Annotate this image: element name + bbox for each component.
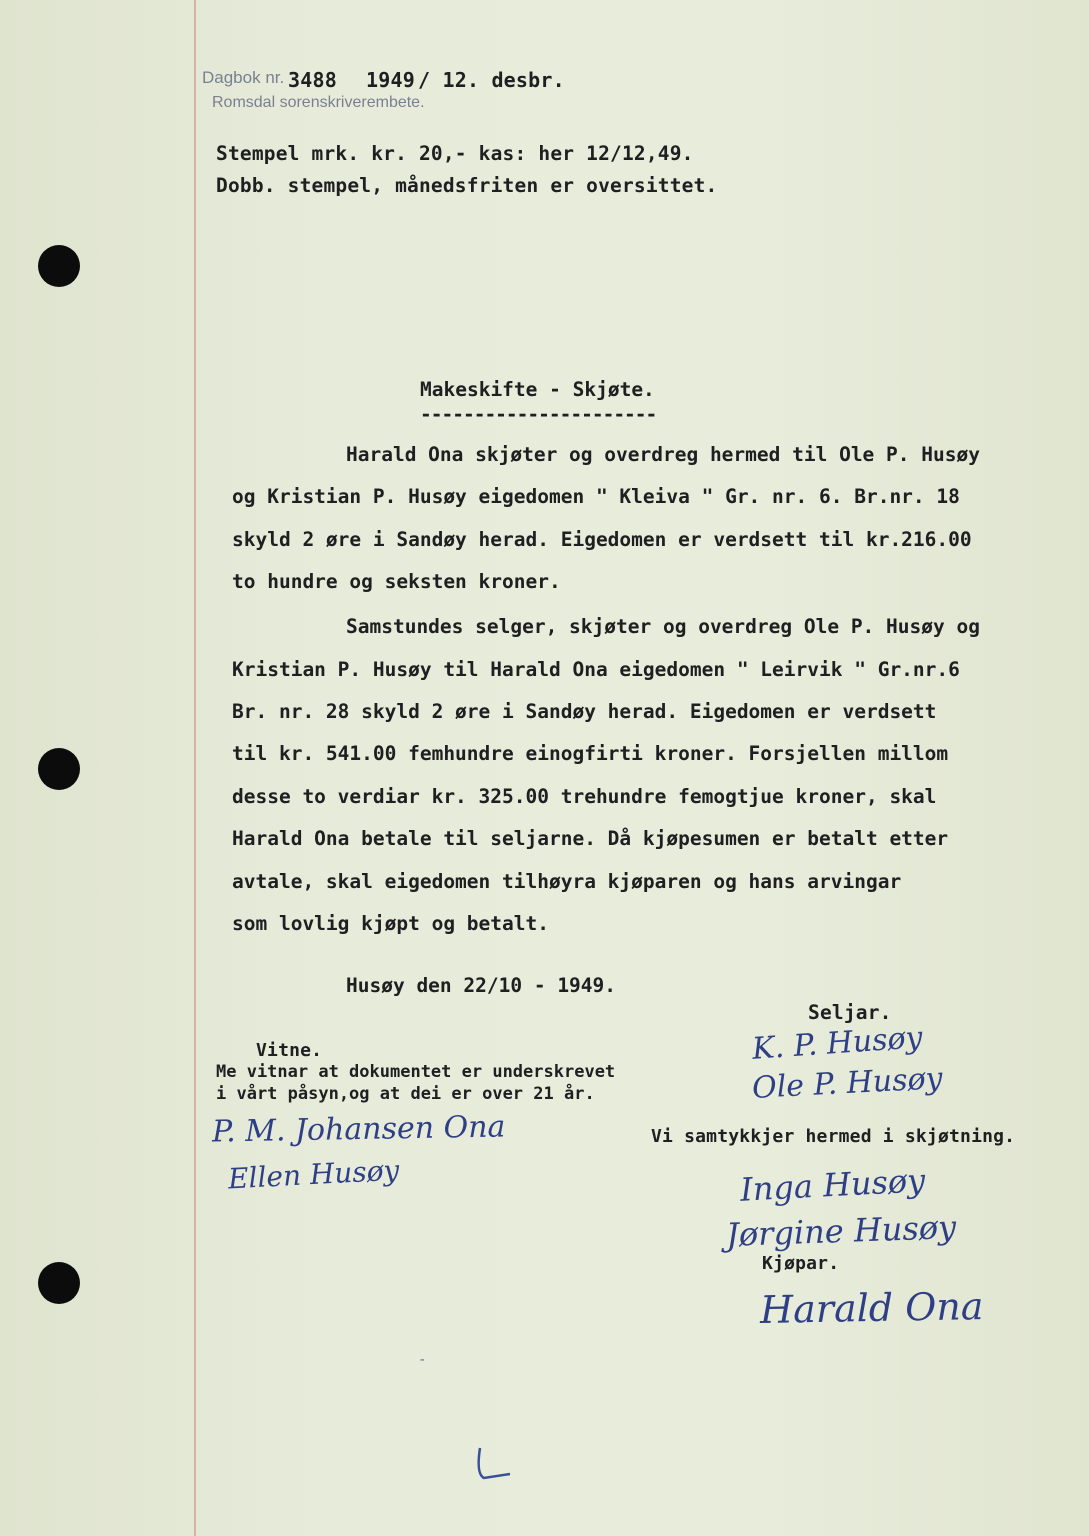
paragraph-2-line-4: til kr. 541.00 femhundre einogfirti kroner. Forsjellen millom [232,742,949,765]
witness-text-2: i vårt påsyn,og at dei er over 21 år. [216,1084,595,1104]
dagbok-date: / 12. desbr. [418,68,565,92]
paragraph-2-line-7: avtale, skal eigedomen tilhøyra kjøparen og hans arvingar [232,870,902,893]
office-stamp: Romsdal sorenskriverembete. [212,94,425,111]
punch-hole-bottom [38,1262,80,1304]
seller-signature-1: K. P. Husøy [750,1020,924,1067]
consent-signature-1: Inga Husøy [739,1161,927,1209]
paragraph-2-line-6: Harald Ona betale til seljarne. Då kjøpesumen er betalt etter [232,827,949,850]
witness-signature-2: Ellen Husøy [227,1153,401,1196]
paragraph-2-line-3: Br. nr. 28 skyld 2 øre i Sandøy herad. Eigedomen er verdsett [232,700,937,723]
witness-text-1: Me vitnar at dokumentet er underskrevet [216,1062,616,1082]
paragraph-1-line-1: Harald Ona skjøter og overdreg hermed til Ole P. Husøy [346,443,980,466]
witness-signature-1: P. M. Johansen Ona [211,1109,506,1150]
seller-label: Seljar. [808,1001,892,1024]
stray-ink-stroke [474,1444,514,1484]
place-date: Husøy den 22/10 - 1949. [346,974,617,997]
paragraph-1-line-2: og Kristian P. Husøy eigedomen " Kleiva " Gr. nr. 6. Br.nr. 18 [232,485,960,508]
witness-label: Vitne. [256,1040,323,1061]
buyer-label: Kjøpar. [762,1253,840,1274]
punch-hole-middle [38,748,80,790]
punch-hole-top [38,245,80,287]
stamp-note-1: Stempel mrk. kr. 20,- kas: her 12/12,49. [216,142,694,165]
paragraph-2-line-5: desse to verdiar kr. 325.00 trehundre femogtjue kroner, skal [232,785,937,808]
stamp-note-2: Dobb. stempel, månedsfriten er oversittet. [216,174,718,197]
document-title: Makeskifte - Skjøte. [420,378,655,401]
paragraph-2-line-1: Samstundes selger, skjøter og overdreg Ole P. Husøy og [346,615,980,638]
dagbok-number: 3488 [288,68,337,92]
paragraph-2-line-2: Kristian P. Husøy til Harald Ona eigedomen " Leirvik " Gr.nr.6 [232,658,960,681]
paragraph-1-line-4: to hundre og seksten kroner. [232,570,561,593]
stray-mark: - [418,1352,427,1368]
consent-signature-2: Jørgine Husøy [725,1207,957,1255]
title-underline: ---------------------- [420,403,657,426]
buyer-signature: Harald Ona [759,1284,984,1332]
dagbok-year: 1949 [366,68,415,92]
seller-signature-2: Ole P. Husøy [751,1061,944,1106]
paragraph-2-line-8: som lovlig kjøpt og betalt. [232,912,549,935]
consent-text: Vi samtykkjer hermed i skjøtning. [651,1126,1016,1147]
dagbok-label: Dagbok nr. [202,68,285,87]
margin-line [194,0,196,1536]
paragraph-1-line-3: skyld 2 øre i Sandøy herad. Eigedomen er verdsett til kr.216.00 [232,528,972,551]
